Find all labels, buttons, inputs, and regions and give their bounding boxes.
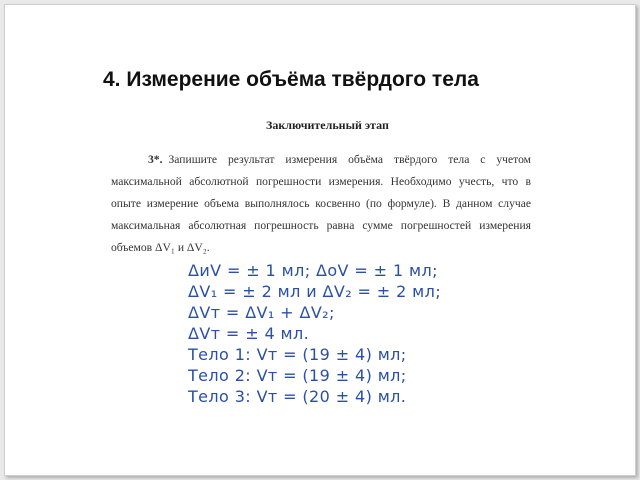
handwritten-line: Тело 3: Vт = (20 ± 4) мл. <box>188 387 407 406</box>
handwritten-line: Тело 1: Vт = (19 ± 4) мл; <box>188 345 407 364</box>
task-number: 3*. <box>148 153 163 166</box>
handwritten-line: Тело 2: Vт = (19 ± 4) мл; <box>188 366 407 385</box>
task-text: Запишите результат измерения объёма твёрдого тела с учетом максимальной абсолютной погрешности измерения. Необходимо учесть, что в опыте измерение объема выполнялось косвенно (по формуле). В данном случае максимальная абсолютная погрешность равна сумме погрешностей измерения объемов ΔV₁ и ΔV₂. <box>111 153 531 254</box>
section-title: Заключительный этап <box>266 118 389 132</box>
handwritten-line: ΔV₁ = ± 2 мл и ΔV₂ = ± 2 мл; <box>188 282 442 301</box>
task-paragraph <box>111 149 531 259</box>
slide-title: 4. Измерение объёма твёрдого тела <box>103 68 479 91</box>
handwritten-line: ΔVт = ± 4 мл. <box>188 324 310 343</box>
decorative-bullet <box>21 27 31 37</box>
handwritten-line: ΔиV = ± 1 мл; ΔoV = ± 1 мл; <box>188 261 438 280</box>
handwritten-answer <box>188 260 441 407</box>
handwritten-line: ΔVт = ΔV₁ + ΔV₂; <box>188 303 335 322</box>
